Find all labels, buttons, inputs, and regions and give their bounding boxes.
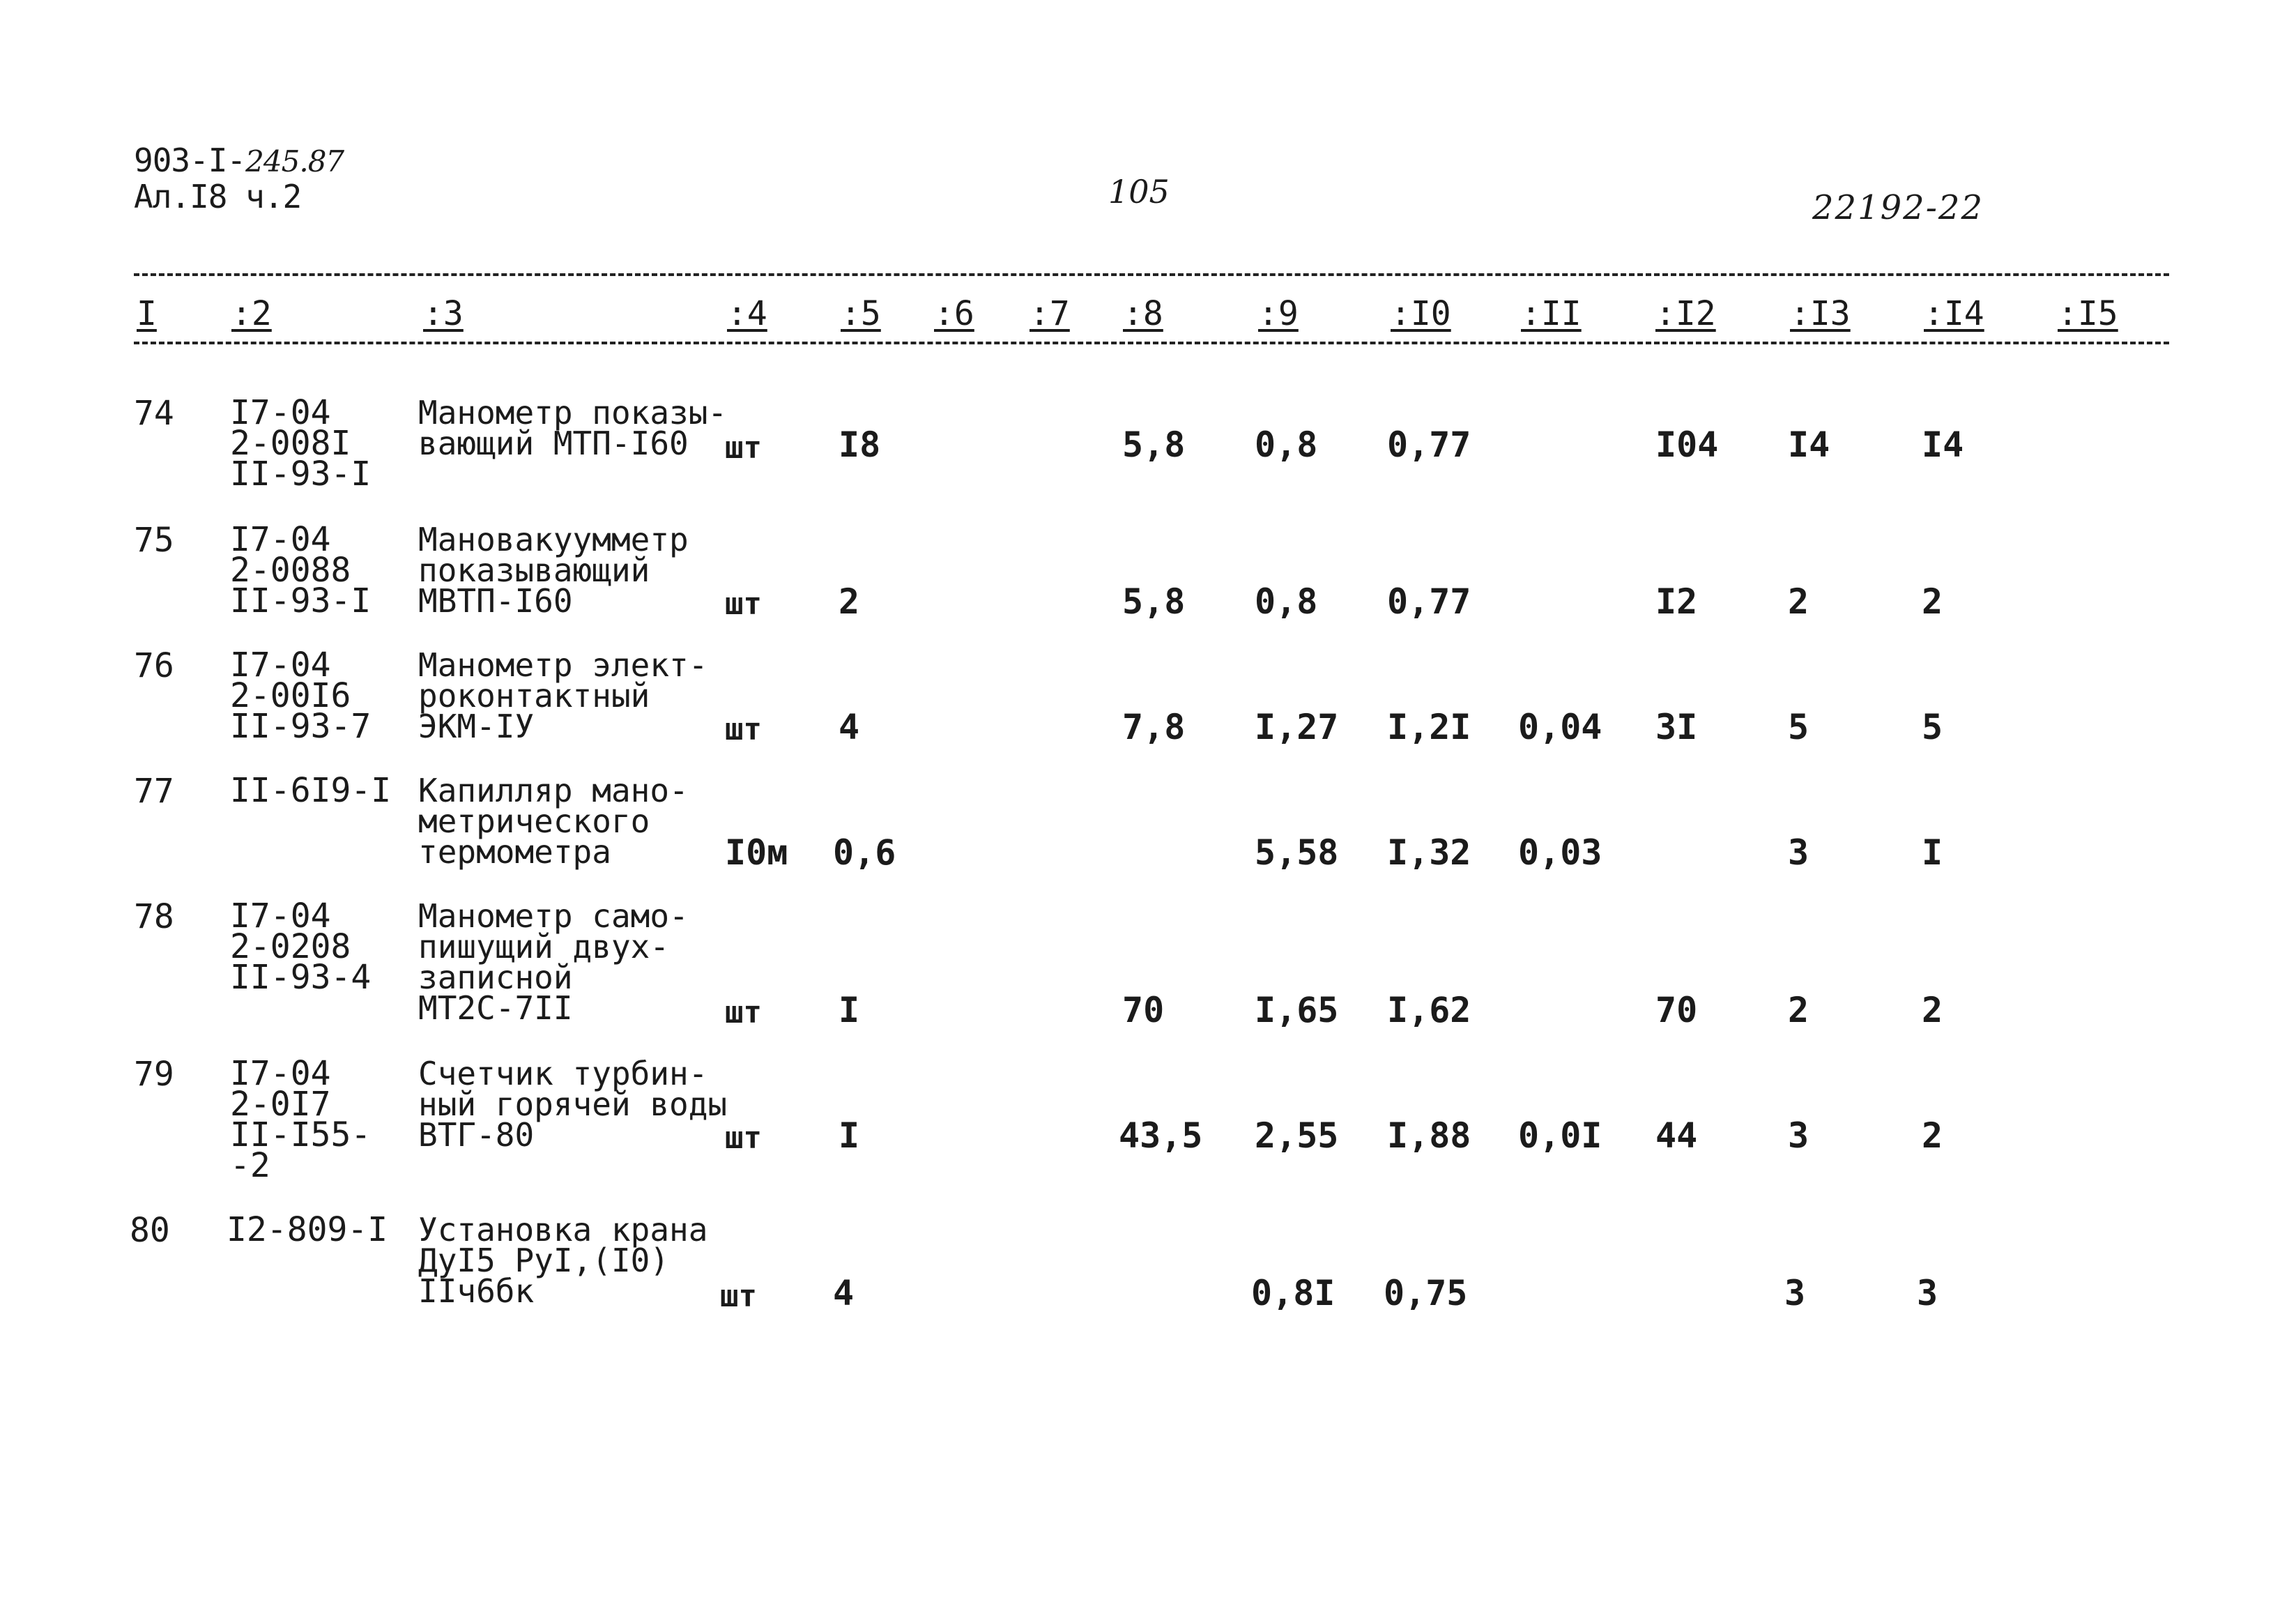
document-code <box>134 143 344 214</box>
row-col5: I <box>839 1115 860 1156</box>
row-col13: 3 <box>1788 1115 1809 1156</box>
row-col12: 70 <box>1655 990 1698 1030</box>
row-col11: 0,04 <box>1518 707 1602 747</box>
row-col9: 0,8I <box>1251 1273 1335 1313</box>
row-number: 75 <box>134 521 174 560</box>
row-number: 77 <box>134 772 174 811</box>
row-col8: 7,8 <box>1122 707 1186 747</box>
row-col13: 5 <box>1788 707 1809 747</box>
row-col10: I,2I <box>1387 707 1471 747</box>
row-code: I7-04 2-00I6 II-93-7 <box>230 646 372 746</box>
row-col8: 43,5 <box>1119 1115 1203 1156</box>
row-number: 76 <box>134 646 174 685</box>
row-unit: I0м <box>725 832 788 873</box>
row-code: I2-809-I <box>227 1210 388 1249</box>
header-top-rule <box>134 273 2169 276</box>
column-header: :8 <box>1123 294 1163 333</box>
row-name: Манометр показы- вающий МТП-I60 <box>418 394 728 462</box>
row-col13: 3 <box>1784 1273 1806 1313</box>
row-unit: шт <box>725 586 762 622</box>
column-header: :I5 <box>2058 294 2118 333</box>
row-col9: 2,55 <box>1255 1115 1339 1156</box>
row-unit: шт <box>725 1120 762 1156</box>
row-col10: I,62 <box>1387 990 1471 1030</box>
row-code: I7-04 2-0208 II-93-4 <box>230 896 372 997</box>
row-col5: 4 <box>839 707 860 747</box>
page-number: 105 <box>1108 173 1170 211</box>
row-number: 74 <box>134 394 174 433</box>
row-col9: 0,8 <box>1255 581 1318 622</box>
row-code: I7-04 2-0088 II-93-I <box>230 520 372 620</box>
stamp-number: 22192-22 <box>1812 188 1984 227</box>
row-col10: I,88 <box>1387 1115 1471 1156</box>
column-header: :5 <box>841 294 881 333</box>
row-col10: 0,77 <box>1387 425 1471 465</box>
row-col8: 5,8 <box>1122 581 1186 622</box>
column-header: :4 <box>727 294 767 333</box>
row-col9: I,27 <box>1255 707 1339 747</box>
row-unit: шт <box>720 1279 757 1314</box>
row-col10: 0,75 <box>1384 1273 1468 1313</box>
column-header: :9 <box>1258 294 1299 333</box>
row-name: Мановакуумметр показывающий МВТП-I60 <box>418 521 689 620</box>
row-col5: 2 <box>839 581 860 622</box>
row-number: 78 <box>134 897 174 936</box>
column-header: :7 <box>1030 294 1070 333</box>
row-unit: шт <box>725 430 762 466</box>
row-col9: 0,8 <box>1255 425 1318 465</box>
row-col9: I,65 <box>1255 990 1339 1030</box>
row-col14: 3 <box>1917 1273 1938 1313</box>
row-col14: 2 <box>1922 990 1943 1030</box>
column-header: :I2 <box>1655 294 1716 333</box>
row-col10: I,32 <box>1387 832 1471 873</box>
row-col13: 2 <box>1788 581 1809 622</box>
column-header: I <box>137 294 157 333</box>
column-header: :6 <box>934 294 974 333</box>
row-col12: I2 <box>1655 581 1698 622</box>
row-col14: I4 <box>1922 425 1964 465</box>
column-header: :2 <box>231 294 272 333</box>
row-number: 79 <box>134 1055 174 1094</box>
row-col13: 2 <box>1788 990 1809 1030</box>
column-header: :I0 <box>1391 294 1451 333</box>
column-header-row <box>0 293 2296 335</box>
row-col12: I04 <box>1655 425 1719 465</box>
row-col10: 0,77 <box>1387 581 1471 622</box>
header-bottom-rule <box>134 342 2169 344</box>
row-col14: I <box>1922 832 1943 873</box>
document-code-printed: 903-I- <box>134 142 246 179</box>
row-col14: 2 <box>1922 581 1943 622</box>
row-col9: 5,58 <box>1255 832 1339 873</box>
row-name: Счетчик турбин- ный горячей воды ВТГ-80 <box>418 1055 728 1154</box>
document-code-handwritten: 245.87 <box>245 144 344 178</box>
row-col8: 70 <box>1122 990 1165 1030</box>
row-code: II-6I9-I <box>230 771 392 810</box>
row-col11: 0,03 <box>1518 832 1602 873</box>
row-col5: 4 <box>833 1273 855 1313</box>
row-col13: I4 <box>1788 425 1830 465</box>
row-name: Капилляр мано- метрического термометра <box>418 772 689 871</box>
row-col13: 3 <box>1788 832 1809 873</box>
row-code: I7-04 2-0I7 II-I55- -2 <box>230 1054 372 1185</box>
row-unit: шт <box>725 712 762 747</box>
document-sheet: Ал.I8 ч.2 <box>134 178 302 215</box>
row-name: Установка крана ДуI5 РуI,(I0) IIч6бк <box>418 1211 708 1310</box>
column-header: :3 <box>423 294 464 333</box>
row-number: 80 <box>130 1211 170 1250</box>
row-col14: 2 <box>1922 1115 1943 1156</box>
row-col11: 0,0I <box>1518 1115 1602 1156</box>
row-code: I7-04 2-008I II-93-I <box>230 393 372 494</box>
row-col5: 0,6 <box>833 832 896 873</box>
column-header: :II <box>1521 294 1582 333</box>
row-col12: 44 <box>1655 1115 1698 1156</box>
row-col12: 3I <box>1655 707 1698 747</box>
row-name: Манометр элект- роконтактный ЭКМ-IУ <box>418 646 708 745</box>
row-col5: I <box>839 990 860 1030</box>
row-col14: 5 <box>1922 707 1943 747</box>
column-header: :I4 <box>1924 294 1984 333</box>
row-unit: шт <box>725 995 762 1030</box>
row-col5: I8 <box>839 425 881 465</box>
column-header: :I3 <box>1790 294 1851 333</box>
row-col8: 5,8 <box>1122 425 1186 465</box>
row-name: Манометр само- пишущий двух- записной МТ2С-7II <box>418 897 689 1027</box>
